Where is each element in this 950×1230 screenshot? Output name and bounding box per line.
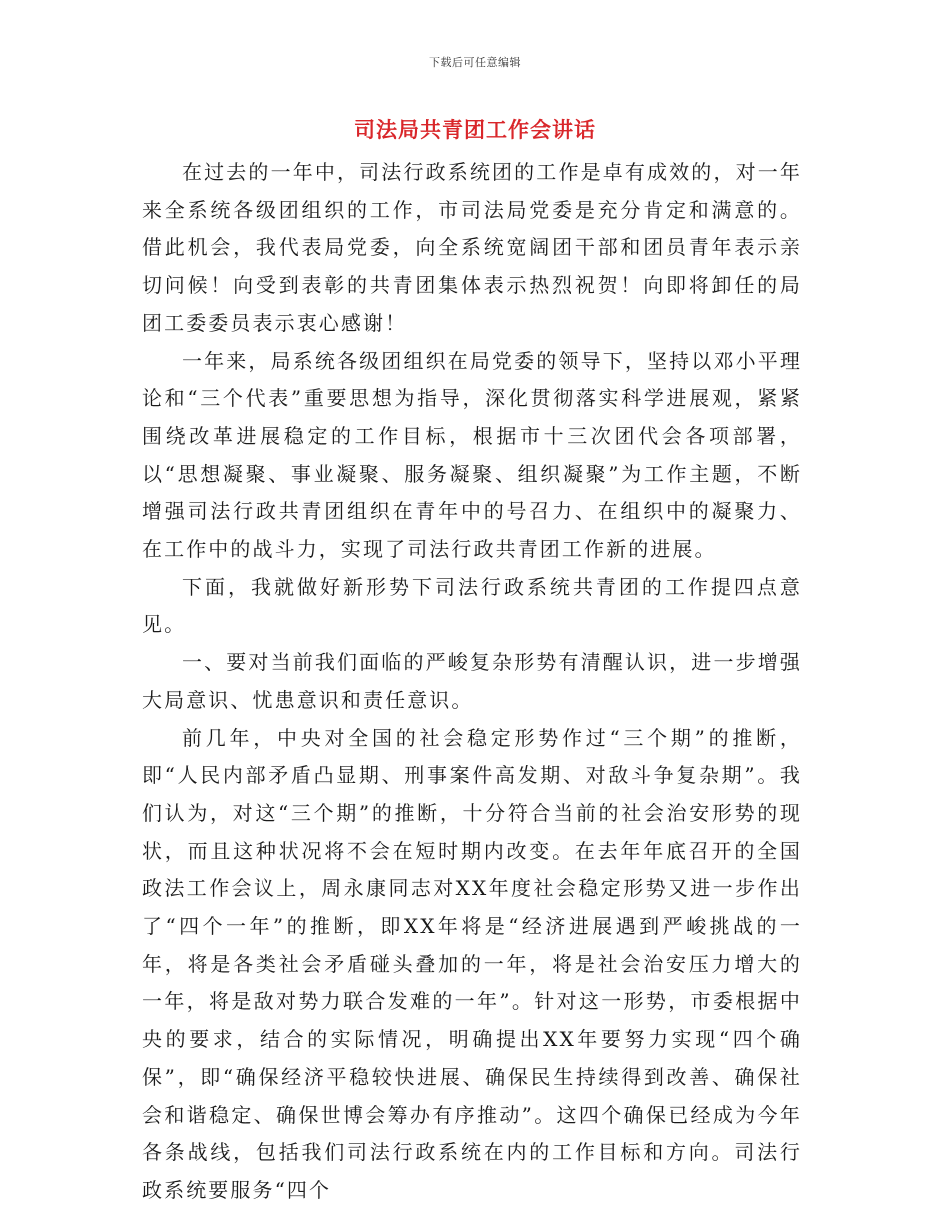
header-note: 下载后可任意编辑: [429, 56, 521, 69]
paragraph-5: 前几年，中央对全国的社会稳定形势作过“三个期”的推断，即“人民内部矛盾凸显期、刑事案件高发期、对敌斗争复杂期”。我们认为，对这“三个期”的推断，十分符合当前的社会治安形势的现状，而且这种状况将不会在短时期内改变。在去年年底召开的全国政法工作会议上，周永康同志对XX年度社会稳定形势又进一步作出了“四个一年”的推断，即XX年将是“经济进展遇到严峻挑战的一年，将是各类社会矛盾碰头叠加的一年，将是社会治安压力增大的一年，将是敌对势力联合发难的一年”。针对这一形势，市委根据中央的要求，结合的实际情况，明确提出XX年要努力实现“四个确保”，即“确保经济平稳较快进展、确保民生持续得到改善、确保社会和谐稳定、确保世博会筹办有序推动”。这四个确保已经成为今年各条战线，包括我们司法行政系统在内的工作目标和方向。司法行政系统要服务“四个: [142, 725, 802, 1202]
paragraph-3: 下面，我就做好新形势下司法行政系统共青团的工作提四点意见。: [142, 574, 802, 637]
document-title: 司法局共青团工作会讲话: [354, 117, 596, 142]
document-body: [142, 154, 802, 1210]
paragraph-1: 在过去的一年中，司法行政系统团的工作是卓有成效的，对一年来全系统各级团组织的工作，市司法局党委是充分肯定和满意的。借此机会，我代表局党委，向全系统宽阔团干部和团员青年表示亲切问候！向受到表彰的共青团集体表示热烈祝贺！向即将卸任的局团工委委员表示衷心感谢！: [142, 160, 802, 335]
paragraph-4: 一、要对当前我们面临的严峻复杂形势有清醒认识，进一步增强大局意识、忧患意识和责任意识。: [142, 650, 802, 712]
paragraph-2: 一年来，局系统各级团组织在局党委的领导下，坚持以邓小平理论和“三个代表”重要思想为指导，深化贯彻落实科学进展观，紧紧围绕改革进展稳定的工作目标，根据市十三次团代会各项部署，以“思想凝聚、事业凝聚、服务凝聚、组织凝聚”为工作主题，不断增强司法行政共青团组织在青年中的号召力、在组织中的凝聚力、在工作中的战斗力，实现了司法行政共青团工作新的进展。: [142, 348, 802, 562]
